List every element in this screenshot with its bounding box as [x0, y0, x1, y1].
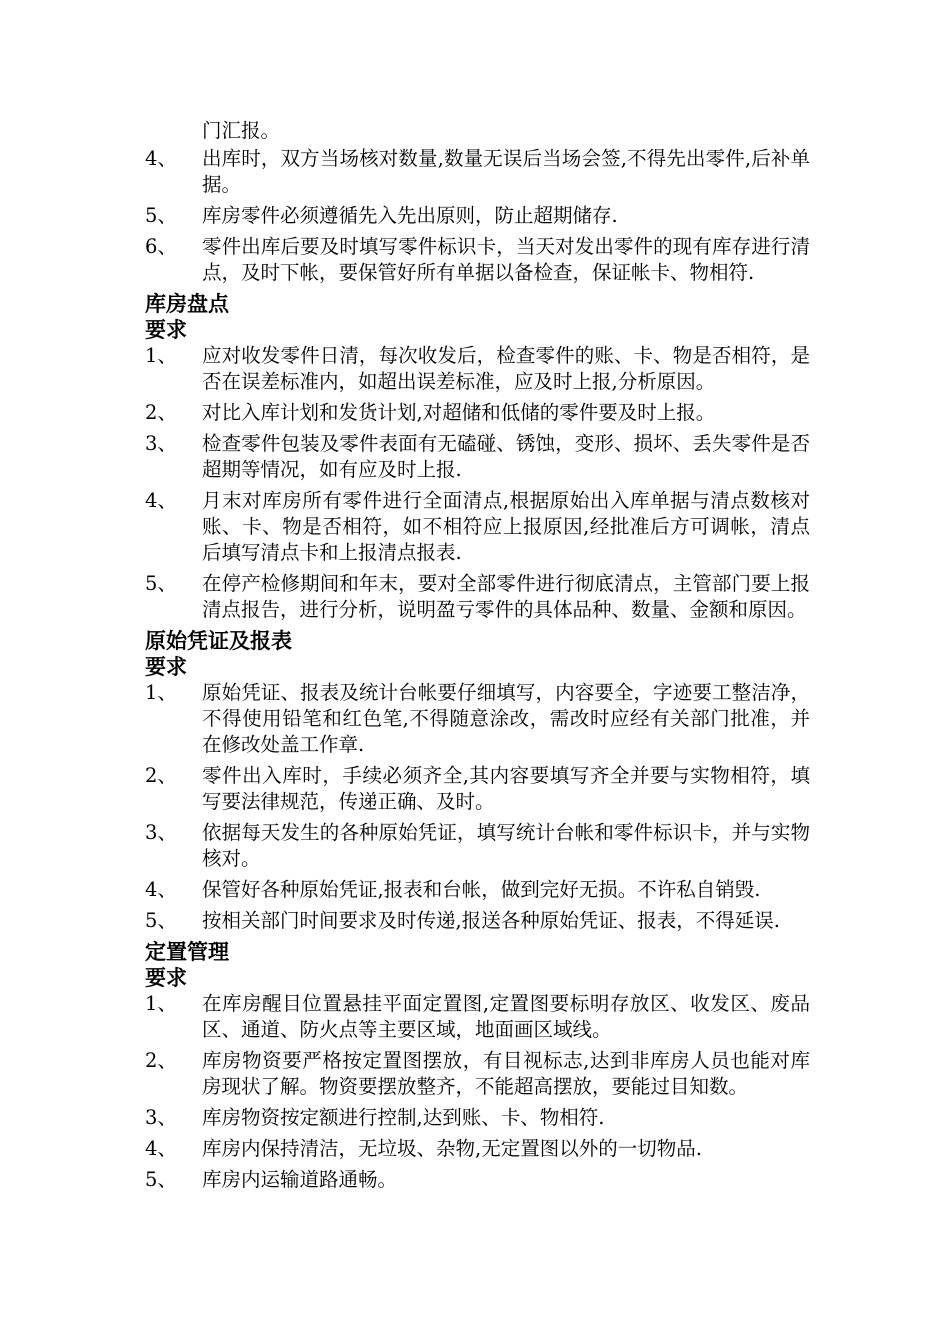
list-item-number: 5、	[145, 1168, 177, 1191]
list-item-text: 月末对库房所有零件进行全面清点,根据原始出入库单据与清点数核对账、卡、物是否相符，如不相符应上报原因,经批准后方可调帐，清点后填写清点卡和上报清点报表.	[202, 489, 810, 564]
continuation-text: 门汇报。	[202, 119, 281, 142]
list-item-text: 零件出库后要及时填写零件标识卡，当天对发出零件的现有库存进行清点，及时下帐，要保管好所有单据以备检查，保证帐卡、物相符.	[202, 235, 810, 284]
list-item-number: 5、	[145, 909, 177, 932]
section-title: 原始凭证及报表	[145, 629, 292, 653]
list-item	[145, 763, 810, 815]
list-item-text: 库房内运输道路通畅。	[202, 1168, 398, 1191]
list-item-text: 在停产检修期间和年末，要对全部零件进行彻底清点，主管部门要上报清点报告，进行分析，说明盈亏零件的具体品种、数量、金额和原因。	[202, 572, 810, 621]
list-item-number: 3、	[145, 821, 177, 844]
list-item	[145, 1136, 810, 1162]
section-title: 库房盘点	[145, 292, 229, 316]
list-item-number: 1、	[145, 681, 177, 704]
section-subtitle: 要求	[145, 655, 187, 679]
section-original-vouchers	[145, 628, 810, 934]
list-item-text: 在库房醒目位置悬挂平面定置图,定置图要标明存放区、收发区、废品区、通道、防火点等主要区域，地面画区域线。	[202, 992, 810, 1041]
list-item-text: 按相关部门时间要求及时传递,报送各种原始凭证、报表，不得延误.	[202, 909, 780, 932]
list-item-number: 4、	[145, 1137, 177, 1160]
list-item	[145, 488, 810, 566]
list-item	[145, 820, 810, 872]
list-item-text: 原始凭证、报表及统计台帐要仔细填写，内容要全，字迹要工整洁净，不得使用铅笔和红色笔,不得随意涂改，需改时应经有关部门批准，并在修改处盖工作章.	[202, 681, 810, 756]
list-item	[145, 680, 810, 758]
list-item	[145, 234, 810, 286]
list-item	[145, 571, 810, 623]
list-item	[145, 400, 810, 426]
list-item-number: 4、	[145, 878, 177, 901]
list-item-text: 应对收发零件日清，每次收发后，检查零件的账、卡、物是否相符，是否在误差标准内，如超出误差标准，应及时上报,分析原因。	[202, 344, 810, 393]
list-item	[145, 877, 810, 903]
list-item	[145, 1048, 810, 1100]
list-item-text: 库房内保持清洁，无垃圾、杂物,无定置图以外的一切物品.	[202, 1137, 702, 1160]
list-item-text: 依据每天发生的各种原始凭证，填写统计台帐和零件标识卡，并与实物核对。	[202, 821, 810, 870]
list-item-text: 出库时，双方当场核对数量,数量无误后当场会签,不得先出零件,后补单据。	[202, 147, 810, 196]
list-item	[145, 146, 810, 198]
list-item-number: 5、	[145, 572, 177, 595]
section-title: 定置管理	[145, 940, 229, 964]
list-item-number: 1、	[145, 992, 177, 1015]
document-content	[145, 118, 810, 1198]
top-list	[145, 146, 810, 286]
list-item-number: 2、	[145, 1049, 177, 1072]
list-item-text: 库房物资要严格按定置图摆放，有目视标志,达到非库房人员也能对库房现状了解。物资要摆放整齐，不能超高摆放，要能过目知数。	[202, 1049, 810, 1098]
list-item-number: 1、	[145, 344, 177, 367]
list-item-number: 3、	[145, 1106, 177, 1129]
list-item-number: 2、	[145, 401, 177, 424]
list-item-number: 4、	[145, 147, 177, 170]
list-item	[145, 343, 810, 395]
list-item-text: 库房零件必须遵循先入先出原则，防止超期储存.	[202, 204, 618, 227]
list-item-number: 5、	[145, 204, 177, 227]
list-item	[145, 431, 810, 483]
list-item	[145, 1105, 810, 1131]
list-item-number: 3、	[145, 432, 177, 455]
list-item-text: 对比入库计划和发货计划,对超储和低储的零件要及时上报。	[202, 401, 716, 424]
list-item	[145, 908, 810, 934]
continuation-line	[145, 118, 810, 144]
list-item	[145, 1167, 810, 1193]
section-inventory-count	[145, 291, 810, 623]
list-item-number: 6、	[145, 235, 177, 258]
list-item-text: 零件出入库时，手续必须齐全,其内容要填写齐全并要与实物相符，填写要法律规范，传递正确、及时。	[202, 764, 810, 813]
section-subtitle: 要求	[145, 318, 187, 342]
section-fixed-position-management	[145, 939, 810, 1193]
list-item-text: 保管好各种原始凭证,报表和台帐，做到完好无损。不许私自销毁.	[202, 878, 761, 901]
list-item	[145, 203, 810, 229]
list-item-number: 2、	[145, 764, 177, 787]
list-item-text: 检查零件包装及零件表面有无磕碰、锈蚀，变形、损坏、丢失零件是否超期等情况，如有应及时上报.	[202, 432, 810, 481]
list-item	[145, 991, 810, 1043]
section-subtitle: 要求	[145, 966, 187, 990]
list-item-text: 库房物资按定额进行控制,达到账、卡、物相符.	[202, 1106, 605, 1129]
list-item-number: 4、	[145, 489, 177, 512]
